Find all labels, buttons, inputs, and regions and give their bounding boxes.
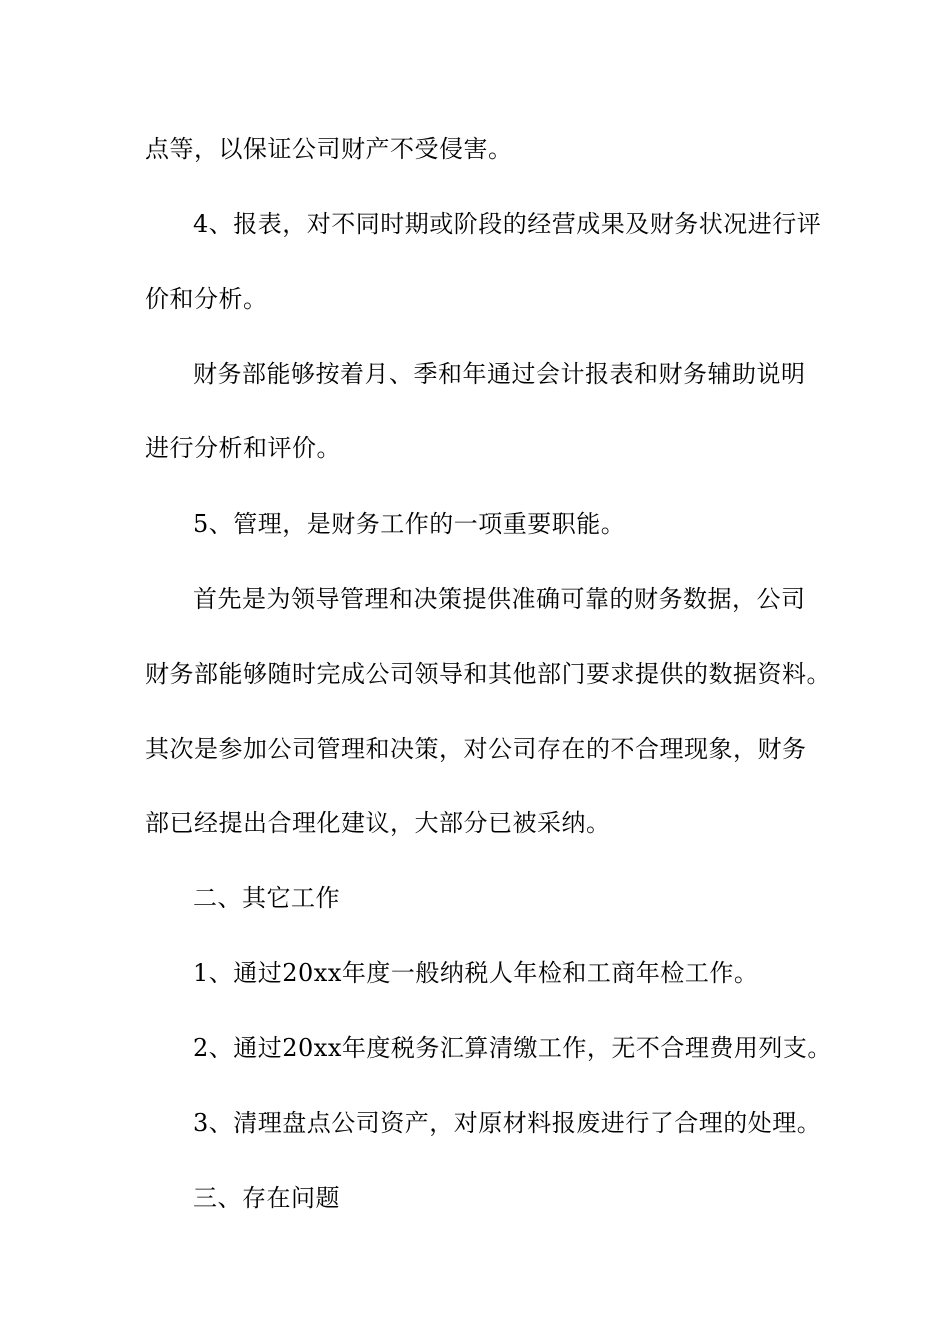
text-line-9: 其次是参加公司管理和决策，对公司存在的不合理现象，财务: [145, 735, 807, 763]
text-line-2: 4、报表，对不同时期或阶段的经营成果及财务状况进行评: [193, 210, 822, 238]
text-line-3: 价和分析。: [145, 285, 268, 313]
text-line-4: 财务部能够按着月、季和年通过会计报表和财务辅助说明: [193, 360, 806, 388]
text-line-13: 2、通过20xx年度税务汇算清缴工作，无不合理费用列支。: [193, 1034, 832, 1062]
section-heading-problems: 三、存在问题: [193, 1184, 340, 1212]
text-line-8: 财务部能够随时完成公司领导和其他部门要求提供的数据资料。: [145, 660, 831, 688]
text-line-12: 1、通过20xx年度一般纳税人年检和工商年检工作。: [193, 959, 759, 987]
text-line-10: 部已经提出合理化建议，大部分已被采纳。: [145, 809, 611, 837]
text-line-5: 进行分析和评价。: [145, 434, 341, 462]
section-heading-other-work: 二、其它工作: [193, 884, 340, 912]
text-line-6: 5、管理，是财务工作的一项重要职能。: [193, 510, 626, 538]
text-line-14: 3、清理盘点公司资产，对原材料报废进行了合理的处理。: [193, 1109, 822, 1137]
text-line-1: 点等，以保证公司财产不受侵害。: [145, 135, 513, 163]
text-line-7: 首先是为领导管理和决策提供准确可靠的财务数据，公司: [193, 585, 806, 613]
